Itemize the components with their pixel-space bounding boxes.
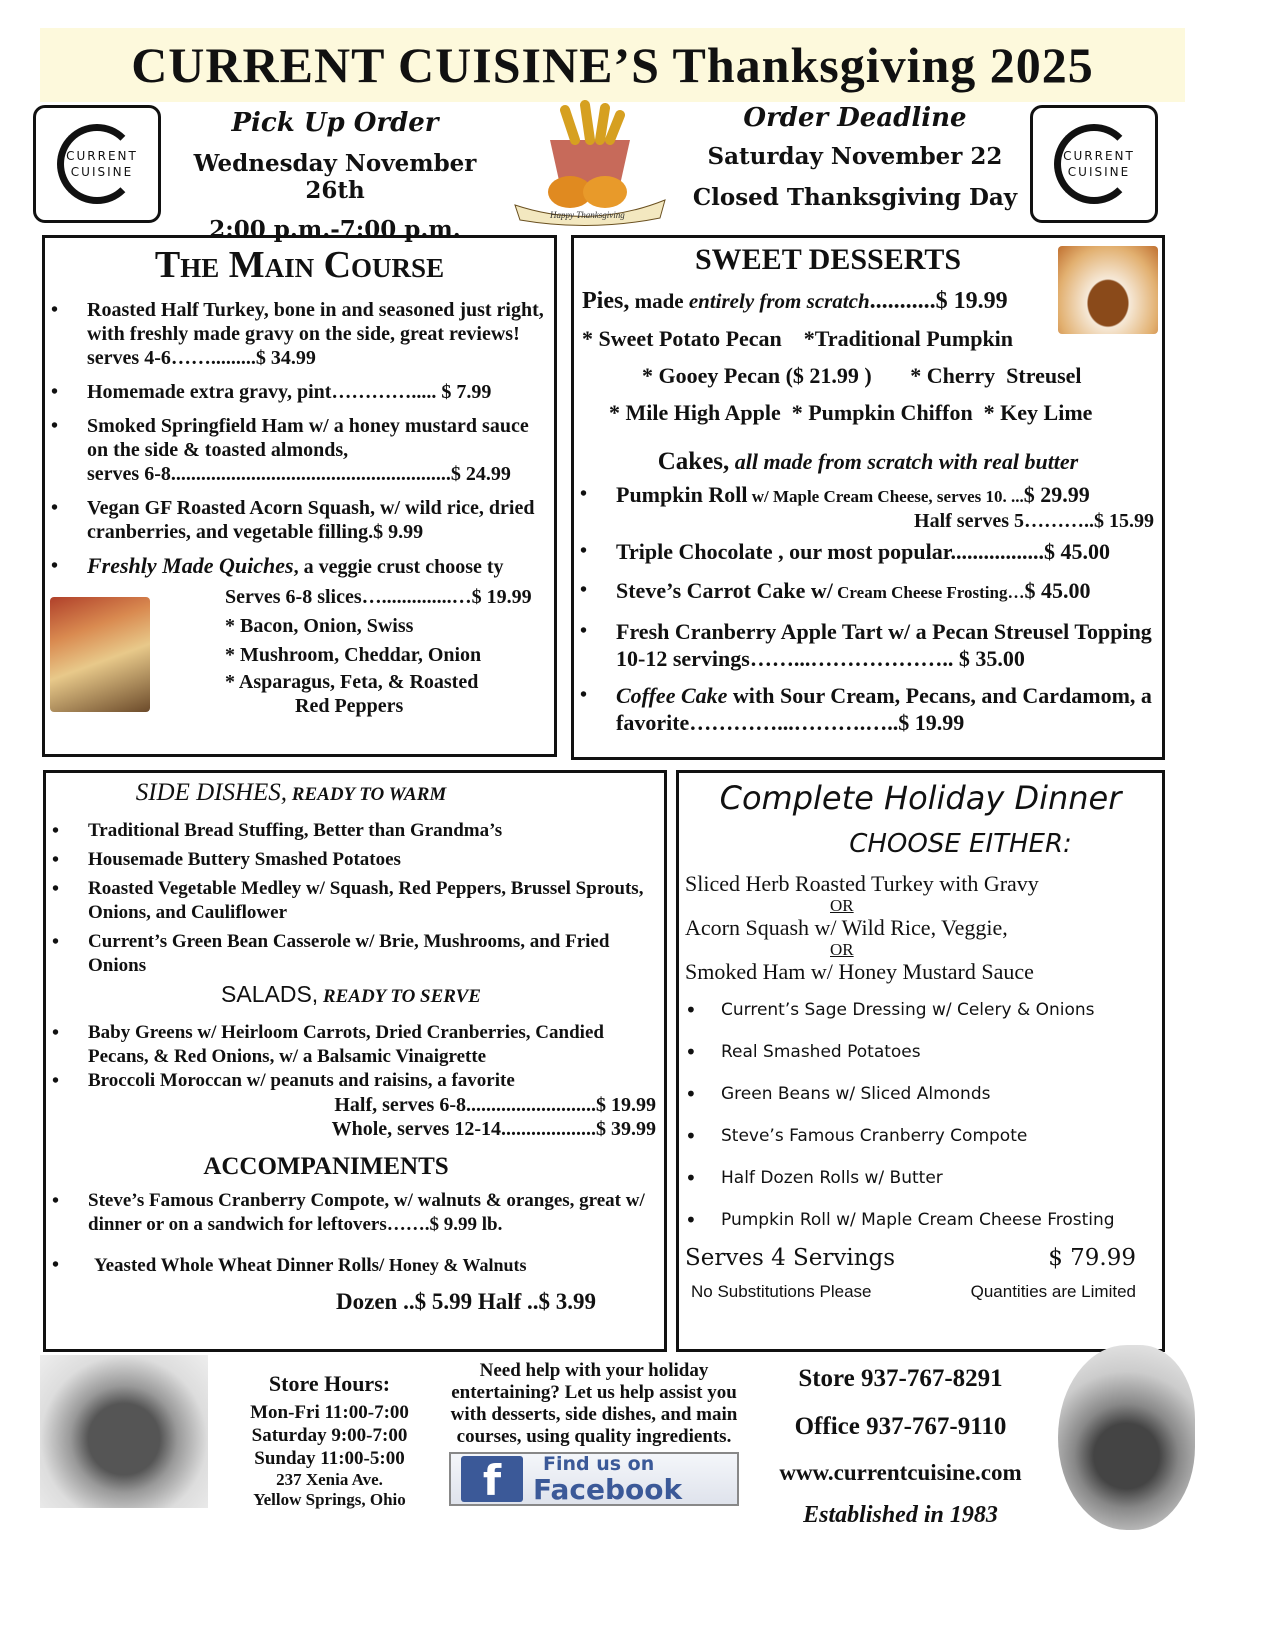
cake-item: [574, 682, 1154, 736]
cake-item: [574, 618, 1154, 672]
item-text: Half Dozen Rolls w/ Butter: [721, 1168, 943, 1188]
pie-image: [1058, 246, 1158, 334]
accompaniment-item: [46, 1189, 656, 1237]
logo-text: CUISINE: [1067, 165, 1131, 179]
item-text: Broccoli Moroccan w/ peanuts and raisins, a favorite: [88, 1070, 515, 1091]
cake-price: $ 29.99: [1023, 482, 1090, 507]
included-item: [679, 1157, 1156, 1199]
quiche-options: [225, 583, 532, 718]
serves-text: Serves 4 Servings: [685, 1245, 896, 1271]
cakes-label: Cakes,: [657, 448, 730, 475]
included-item: [679, 1199, 1156, 1241]
salad-item: [46, 1021, 656, 1069]
sides-heading: [46, 773, 656, 815]
item-text: Current’s Green Bean Casserole w/ Brie, Mushrooms, and Fried Onions: [88, 931, 610, 976]
fb-top: Find us on: [543, 1453, 655, 1475]
cake-item: [574, 538, 1154, 565]
pickup-date: Wednesday November 26th: [193, 150, 477, 204]
holiday-dinner-section: [676, 770, 1165, 1352]
menu-item: [45, 554, 550, 579]
logo-text: CURRENT: [66, 149, 138, 163]
closed-notice: Closed Thanksgiving Day: [692, 184, 1018, 211]
quiche-option: Red Peppers: [295, 695, 404, 717]
page-title: CURRENT CUISINE’S Thanksgiving 2025: [40, 28, 1185, 102]
hours-line: Mon-Fri 11:00-7:00: [250, 1402, 409, 1423]
main-course-section: [42, 235, 557, 757]
hours-line: Saturday 9:00-7:00: [251, 1425, 408, 1446]
pies-italic: entirely from scratch: [688, 289, 870, 313]
item-text: Baby Greens w/ Heirloom Carrots, Dried Cranberries, Candied Pecans, & Red Onions, w/ a Balsamic Vinaigrette: [88, 1022, 604, 1067]
dinner-price: $ 79.99: [1048, 1245, 1136, 1271]
item-text: Real Smashed Potatoes: [721, 1042, 921, 1062]
office-phone: Office 937-767-9110: [794, 1413, 1007, 1440]
item-text: Traditional Bread Stuffing, Better than Grandma’s: [88, 820, 503, 841]
pumpkin-pie-illustration: [1058, 1345, 1195, 1530]
entree-option: Acorn Squash w/ Wild Rice, Veggie,: [685, 915, 1008, 940]
included-item: [679, 1031, 1156, 1073]
or-label: OR: [830, 896, 854, 915]
quiche-option: * Asparagus, Feta, & Roasted: [225, 671, 479, 693]
cake-text: with Sour Cream, Pecans, and Cardamom, a favorite…………...……….…..$ 19.99: [616, 683, 1152, 735]
deadline-date: Saturday November 22: [707, 143, 1003, 170]
address: 237 Xenia Ave.: [276, 1470, 383, 1489]
menu-item: [45, 380, 550, 404]
item-text: Steve’s Famous Cranberry Compote: [721, 1126, 1028, 1146]
hours-line: Sunday 11:00-5:00: [254, 1448, 405, 1469]
address: Yellow Springs, Ohio: [253, 1490, 406, 1509]
item-text: Homemade extra gravy, pint…………..... $ 7.99: [87, 381, 492, 403]
cake-name: Steve’s Carrot Cake w/: [616, 578, 833, 603]
logo-text: CUISINE: [70, 165, 134, 179]
item-name: Freshly Made Quiches: [87, 553, 294, 578]
menu-item: [45, 414, 550, 486]
quiche-option: * Mushroom, Cheddar, Onion: [225, 644, 482, 666]
pies-price: ...........$ 19.99: [869, 288, 1008, 314]
store-phone: Store 937-767-8291: [798, 1365, 1003, 1392]
item-text: Roasted Vegetable Medley w/ Squash, Red Peppers, Brussel Sprouts, Onions, and Cauliflower: [88, 878, 644, 923]
included-item: [679, 1115, 1156, 1157]
rolls-price: Dozen ..$ 5.99 Half ..$ 3.99: [336, 1289, 597, 1314]
side-item: [46, 848, 656, 872]
facebook-text: [533, 1453, 682, 1505]
choose-heading: CHOOSE EITHER:: [849, 829, 1072, 859]
help-text: Need help with your holiday entertaining? Let us help assist you with desserts, side dishes, and main courses, using quality ingredients.: [450, 1360, 738, 1447]
cakes-sub: all made from scratch with real butter: [729, 449, 1079, 474]
desserts-section: [571, 235, 1165, 760]
item-text: Vegan GF Roasted Acorn Squash, w/ wild rice, dried cranberries, and vegetable filling.$ 9.99: [87, 497, 535, 543]
cake-detail: Cream Cheese Frosting…: [832, 583, 1025, 602]
pies-label: Pies,: [582, 288, 630, 314]
website-link[interactable]: www.currentcuisine.com: [779, 1460, 1022, 1485]
item-text: , a veggie crust choose ty: [293, 556, 504, 578]
item-text: Pumpkin Roll w/ Maple Cream Cheese Frosting: [721, 1210, 1115, 1230]
item-text: Current’s Sage Dressing w/ Celery & Onions: [721, 1000, 1095, 1020]
pies-sub: made: [629, 289, 689, 313]
logo-text: CURRENT: [1063, 149, 1135, 163]
facebook-link[interactable]: [449, 1452, 739, 1506]
item-text: Green Beans w/ Sliced Almonds: [721, 1084, 991, 1104]
quiche-price: Serves 6-8 slices…..............…$ 19.99: [225, 586, 532, 608]
thanksgiving-basket-image: [510, 100, 670, 230]
salad-price: Half, serves 6-8..........................$ 19.99: [334, 1094, 656, 1116]
cake-price: $ 45.00: [1044, 539, 1111, 564]
cake-price: $ 45.00: [1024, 578, 1091, 603]
quiche-option: * Bacon, Onion, Swiss: [225, 615, 414, 637]
notes-row: [685, 1275, 1156, 1309]
cake-half-price: Half serves 5………..$ 15.99: [914, 510, 1154, 532]
included-item: [679, 1073, 1156, 1115]
side-item: [46, 877, 656, 925]
item-text: Housemade Buttery Smashed Potatoes: [88, 849, 401, 870]
cake-item: [574, 481, 1154, 532]
cake-name: Pumpkin Roll: [616, 482, 748, 507]
salad-item: [46, 1069, 656, 1093]
item-text: Roasted Half Turkey, bone in and seasoned just right, with freshly made gravy on the side, great reviews! serves 4-6…….........$ 34.99: [87, 299, 544, 369]
note: Quantities are Limited: [970, 1282, 1136, 1301]
cake-name: Triple Chocolate , our most popular.................: [616, 539, 1045, 564]
pickup-info: [165, 108, 505, 243]
item-text: Steve’s Famous Cranberry Compote, w/ walnuts & oranges, great w/ dinner or on a sandwich for leftovers…….$ 9.99 lb.: [88, 1190, 645, 1235]
hours-title: Store Hours:: [268, 1371, 391, 1396]
quiche-image: [50, 597, 150, 712]
note: No Substitutions Please: [691, 1282, 872, 1301]
cake-name: Fresh Cranberry Apple Tart w/ a Pecan Streusel Topping 10-12 servings……...……………….. $ 35.00: [616, 619, 1152, 671]
side-item: [46, 930, 656, 978]
pickup-time: 2:00 p.m.-7:00 p.m.: [209, 216, 461, 243]
included-item: [679, 989, 1156, 1031]
serves-row: [685, 1241, 1156, 1275]
item-text: Yeasted Whole Wheat Dinner Rolls/: [94, 1255, 385, 1276]
fb-bottom: Facebook: [533, 1473, 683, 1506]
logo-right: [1030, 105, 1158, 223]
menu-item: [45, 496, 550, 544]
contact-info: [748, 1362, 1053, 1532]
entree-option: Smoked Ham w/ Honey Mustard Sauce: [685, 959, 1034, 984]
or-label: OR: [830, 940, 854, 959]
entree-options: [685, 871, 1156, 985]
salads-sub: READY TO SERVE: [318, 986, 481, 1007]
section-title: The Main Course: [154, 244, 445, 286]
item-price: serves 6-8........................................................$ 24.99: [87, 463, 511, 485]
entree-option: Sliced Herb Roasted Turkey with Gravy: [685, 871, 1039, 896]
accompaniments-title: ACCOMPANIMENTS: [203, 1153, 449, 1180]
sides-section: [43, 770, 667, 1352]
salads-title: SALADS,: [221, 981, 319, 1007]
banner-text: Happy Thanksgiving: [550, 210, 625, 220]
quiche-row: [45, 583, 554, 718]
facebook-icon: f: [461, 1456, 523, 1502]
pie-flavors: * Sweet Potato Pecan *Traditional Pumpkin: [582, 326, 1014, 351]
section-title: SWEET DESSERTS: [694, 243, 962, 276]
logo-left: [33, 105, 161, 223]
cake-name: Coffee Cake: [616, 683, 728, 708]
item-sub: Honey & Walnuts: [384, 1255, 527, 1275]
cornucopia-image: [40, 1355, 208, 1508]
help-column: [445, 1360, 743, 1506]
side-item: [46, 819, 656, 843]
established-text: Established in 1983: [803, 1502, 998, 1528]
sides-title: SIDE DISHES,: [135, 779, 288, 806]
deadline-heading: Order Deadline: [743, 103, 967, 133]
item-text: Smoked Springfield Ham w/ a honey mustard sauce on the side & toasted almonds,: [87, 415, 529, 461]
deadline-info: [690, 103, 1020, 211]
pie-flavors: * Mile High Apple * Pumpkin Chiffon * Key Lime: [609, 400, 1093, 425]
sides-sub: READY TO WARM: [287, 784, 447, 805]
section-title: Complete Holiday Dinner: [719, 779, 1122, 817]
menu-item: [45, 298, 550, 370]
pickup-heading: Pick Up Order: [231, 108, 439, 138]
store-hours: [222, 1372, 437, 1510]
cake-item: [574, 577, 1154, 606]
salad-price: Whole, serves 12-14...................$ 39.99: [331, 1118, 656, 1140]
salads-heading: [46, 978, 656, 1013]
cakes-heading: [582, 445, 1154, 479]
pie-flavors: * Gooey Pecan ($ 21.99 ) * Cherry Streusel: [642, 363, 1082, 388]
accompaniment-item: [46, 1253, 656, 1278]
cake-detail: w/ Maple Cream Cheese, serves 10. ...: [747, 487, 1024, 506]
